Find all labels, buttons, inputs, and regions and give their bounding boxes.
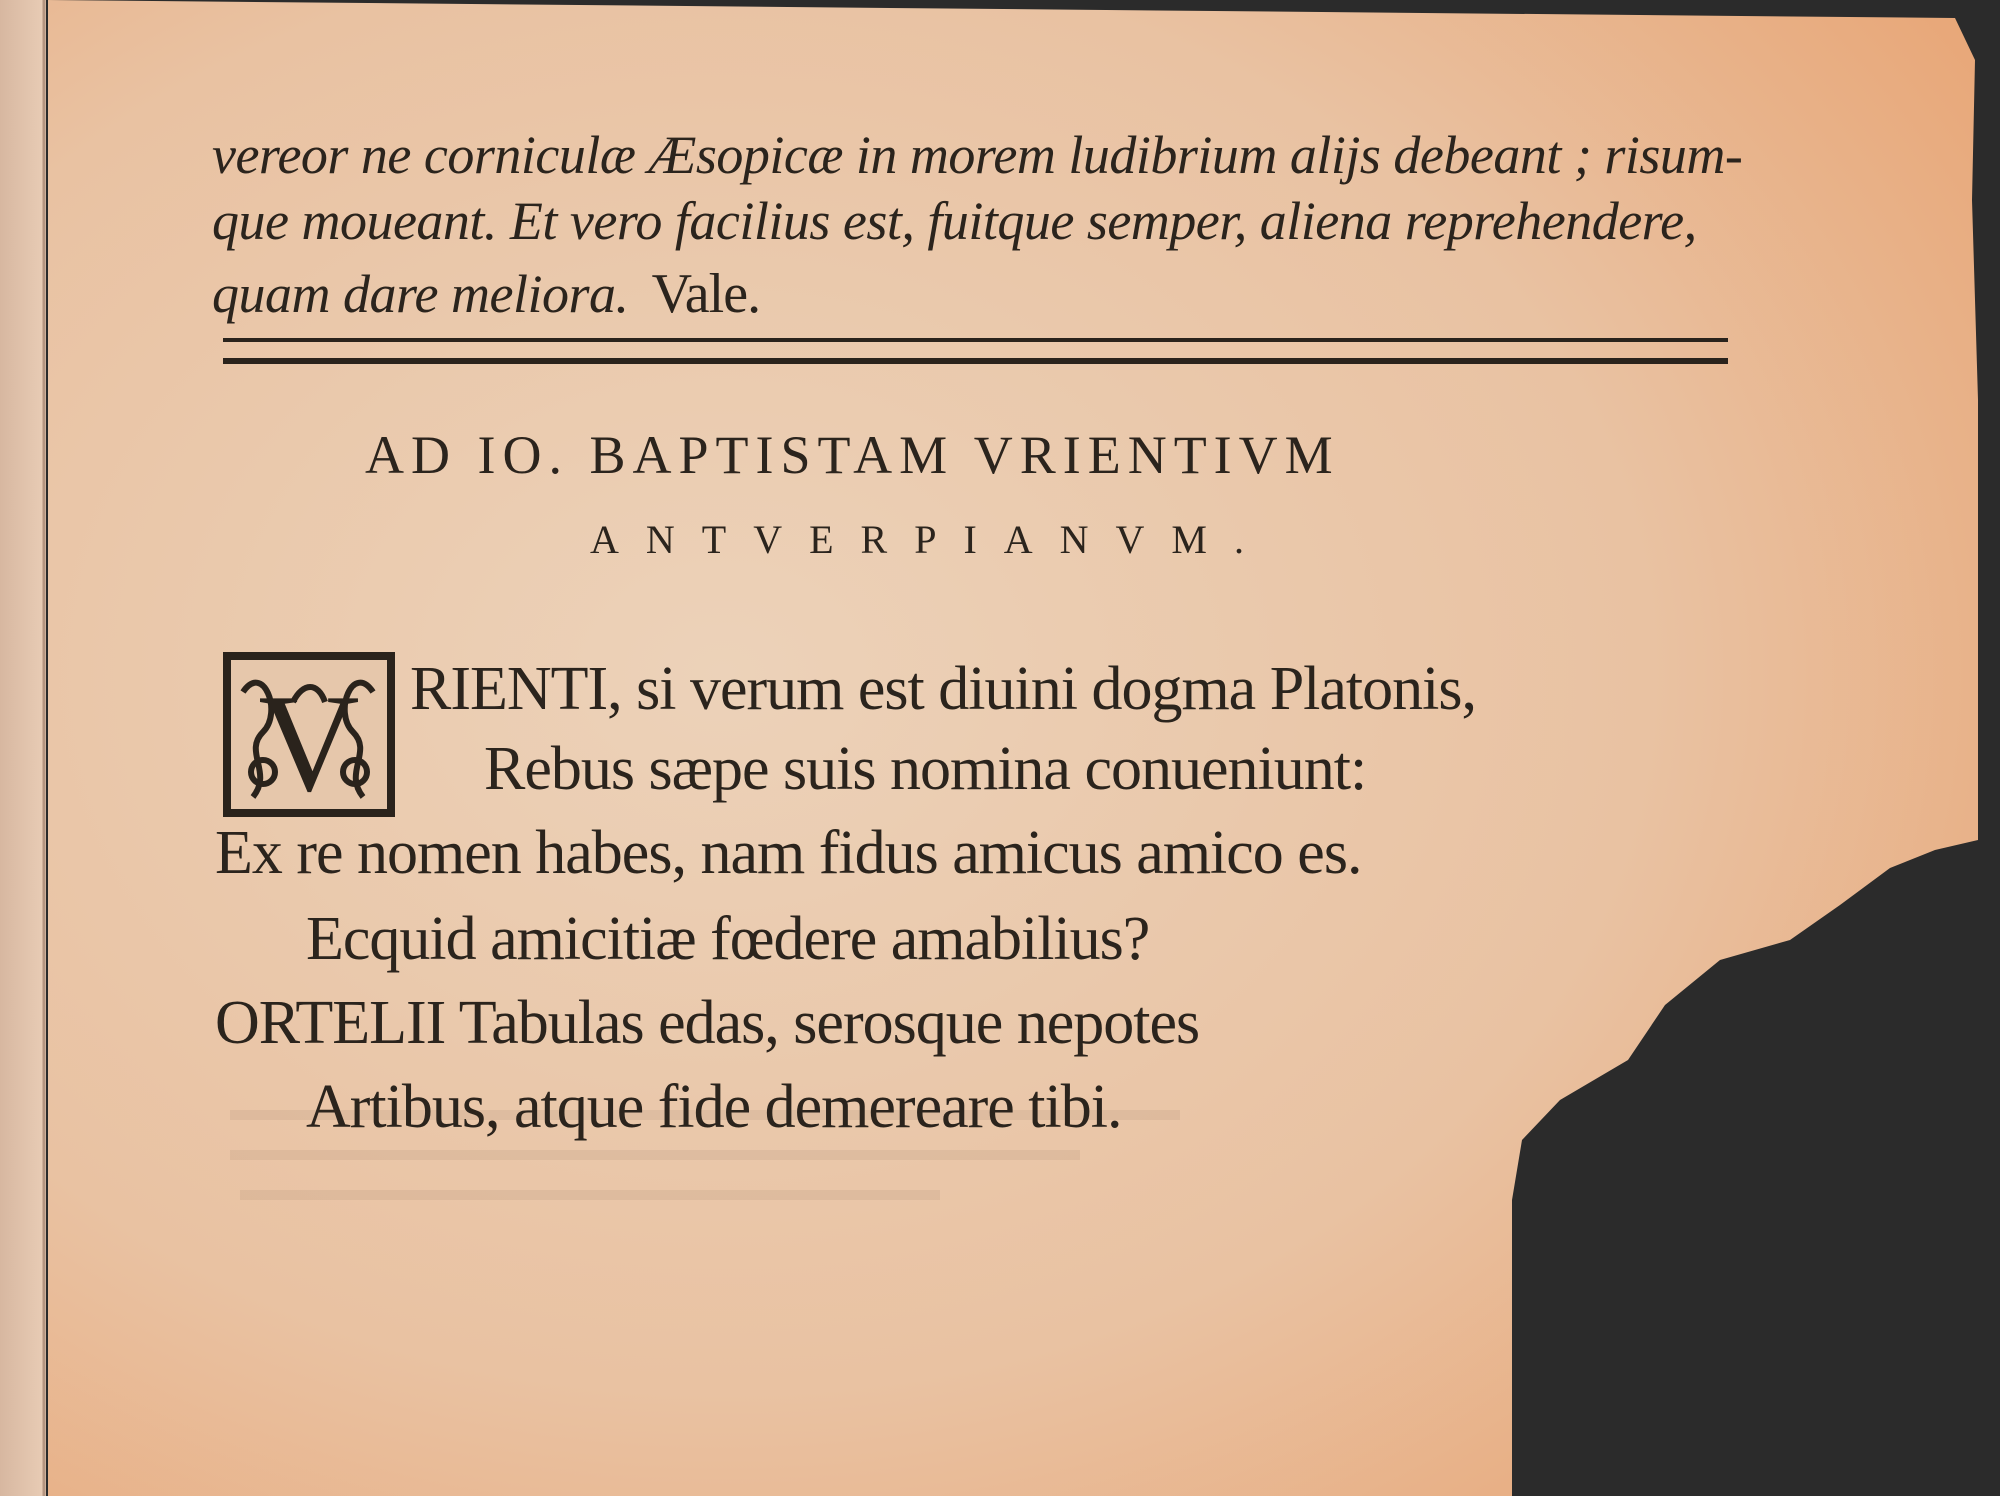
preface-closing: Vale. <box>651 263 761 325</box>
preface-line-1: vereor ne corniculæ Æsopicæ in morem ludibrium alijs debeant ; risum- <box>212 125 1743 185</box>
decorated-initial <box>223 652 395 821</box>
initial-letter: V <box>258 666 360 821</box>
poem-line-5: ORTELII Tabulas edas, serosque nepotes <box>215 989 1200 1057</box>
poem-line-1: RIENTI, si verum est diuini dogma Platonis, <box>410 655 1477 723</box>
poem-line-6: Artibus, atque fide demereare tibi. <box>306 1073 1122 1141</box>
heading-line-1: AD IO. BAPTISTAM VRIENTIVM <box>365 425 1340 485</box>
poem-line-2: Rebus sæpe suis nomina conueniunt: <box>484 735 1367 803</box>
poem-line-4: Ecquid amicitiæ fœdere amabilius? <box>306 905 1150 973</box>
rule-bottom <box>223 358 1728 364</box>
heading-line-2: ANTVERPIANVM. <box>590 517 1271 562</box>
preface-line-3 <box>212 262 760 326</box>
rule-top <box>223 338 1728 342</box>
adjacent-page <box>0 0 46 1496</box>
poem-line-3: Ex re nomen habes, nam fidus amicus amico es. <box>215 819 1362 887</box>
preface-line-2: que moueant. Et vero facilius est, fuitque semper, aliena reprehendere, <box>212 191 1697 251</box>
preface-line-3-text: quam dare meliora. <box>212 264 629 324</box>
